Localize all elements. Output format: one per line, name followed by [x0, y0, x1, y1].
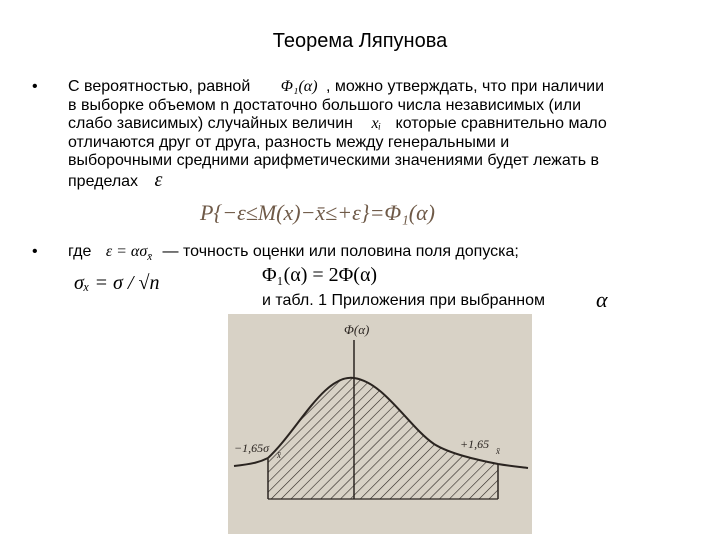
bullet-1-line-3 — [68, 115, 688, 134]
formula-epsilon-definition: ε = ασ — [105, 243, 148, 260]
normal-curve-svg — [228, 314, 532, 534]
formula-xi: xᵢ — [371, 115, 382, 133]
right-label-subscript: x̄ — [496, 446, 500, 456]
bullet-2-text-c: и табл. 1 Приложения при выбранном — [262, 292, 545, 309]
bullet-1-line-1 — [68, 78, 688, 97]
bullet-1-line-1-b: , можно утверждать, что при наличии — [325, 78, 605, 95]
bullet-1-line-1-a: С вероятностью, равной — [68, 78, 251, 95]
bullet-1-paragraph — [68, 78, 688, 192]
normal-distribution-figure — [228, 314, 532, 534]
formula-epsilon: ε — [154, 168, 163, 191]
bullet-1-line-5: выборочными средними арифметическими значениями будет лежать в — [68, 152, 600, 170]
bullet-1-line-6-a: пределах — [68, 172, 139, 190]
formula-sigma: σₓ = σ / √n — [74, 272, 160, 294]
bullet-2-text-b: — точность оценки или половина поля допуска; — [162, 243, 519, 260]
formula-phi1: Φ₁(α) — [280, 78, 318, 95]
axis-label-phi: Φ(α) — [344, 322, 370, 337]
bullet-2-line-1 — [68, 243, 519, 263]
left-label: −1,65σ — [234, 441, 270, 455]
formula-subscript-xbar: x̄ — [147, 251, 153, 264]
bullet-1-line-6 — [68, 168, 688, 192]
left-label-subscript: x̄ — [277, 450, 281, 460]
bullet-2-marker: • — [32, 243, 38, 260]
right-label: +1,65 — [460, 437, 490, 451]
bullet-1-line-2: в выборке объемом n достаточно большого числа независимых (или — [68, 96, 582, 114]
bullet-1-line-3-b: которые сравнительно мало — [395, 115, 607, 133]
formula-probability: P{−ε≤M(x)−x̄≤+ε}=Φ₁(α) — [200, 200, 436, 225]
formula-phi-relation: Φ₁(α) = 2Φ(α) — [262, 264, 378, 286]
bullet-1-line-4: отличаются друг от друга, разность между генеральными и — [68, 133, 510, 151]
bullet-1-line-3-a: слабо зависимых) случайных величин — [68, 115, 353, 133]
hatched-area — [268, 364, 498, 499]
bullet-1-marker: • — [32, 78, 38, 95]
formula-alpha: α — [596, 287, 608, 312]
bullet-2-text-a: где — [68, 243, 92, 260]
slide-title: Теорема Ляпунова — [272, 30, 448, 52]
